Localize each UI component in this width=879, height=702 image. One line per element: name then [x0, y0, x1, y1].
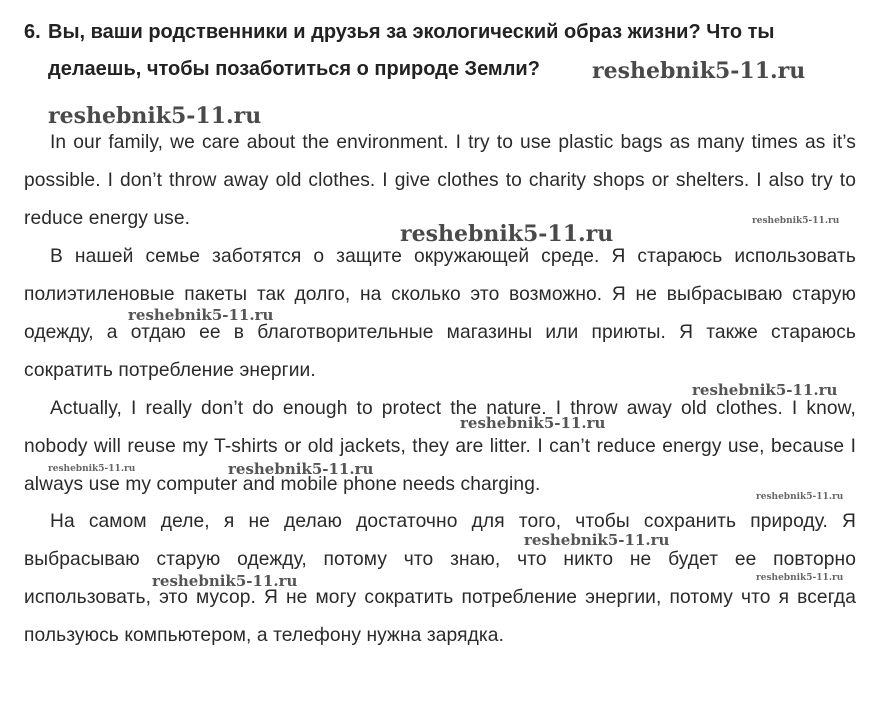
answer-paragraph-english-1: In our family, we care about the environment. I try to use plastic bags as many times as it’s possible. I don’t throw away old clothes. I give clothes to charity shops or shelters. I also try to reduce energy use.	[24, 132, 856, 229]
watermark: reshebnik5-11.ru	[228, 460, 374, 478]
watermark: reshebnik5-11.ru	[752, 216, 840, 226]
answer-paragraph-russian-1: В нашей семье заботятся о защите окружающей среде. Я стараюсь использовать полиэтиленовые пакеты так долго, на сколько это возможно. Я не выбрасываю старую одежду, а отдаю ее в благотворительные магазины или приюты. Я также стараюсь сократить потребление энергии.	[24, 246, 856, 381]
question-number: 6.	[24, 21, 41, 43]
watermark: reshebnik5-11.ru	[524, 531, 670, 549]
watermark: reshebnik5-11.ru	[128, 306, 274, 324]
answer-paragraph-english-2: Actually, I really don’t do enough to protect the nature. I throw away old clothes. I know, nobody will reuse my T-shirts or old jackets, they are litter. I can’t reduce energy use, because I always use my computer and mobile phone needs charging.	[24, 398, 856, 495]
watermark: reshebnik5-11.ru	[48, 103, 262, 129]
watermark: reshebnik5-11.ru	[400, 221, 614, 247]
watermark: reshebnik5-11.ru	[592, 58, 806, 84]
watermark: reshebnik5-11.ru	[756, 492, 844, 502]
watermark: reshebnik5-11.ru	[692, 381, 838, 399]
question-text: Вы, ваши родственники и друзья за экологический образ жизни? Что ты делаешь, чтобы позаботиться о природе Земли?	[48, 21, 775, 80]
watermark: reshebnik5-11.ru	[460, 414, 606, 432]
answer-paragraph-russian-2: На самом деле, я не делаю достаточно для того, чтобы сохранить природу. Я выбрасываю старую одежду, потому что знаю, что никто не будет ее повторно использовать, это мусор. Я не могу сократить потребление энергии, потому что я всегда пользуюсь компьютером, а телефону нужна зарядка.	[24, 511, 856, 646]
watermark: reshebnik5-11.ru	[152, 572, 298, 590]
watermark: reshebnik5-11.ru	[48, 464, 136, 474]
watermark: reshebnik5-11.ru	[756, 573, 844, 583]
